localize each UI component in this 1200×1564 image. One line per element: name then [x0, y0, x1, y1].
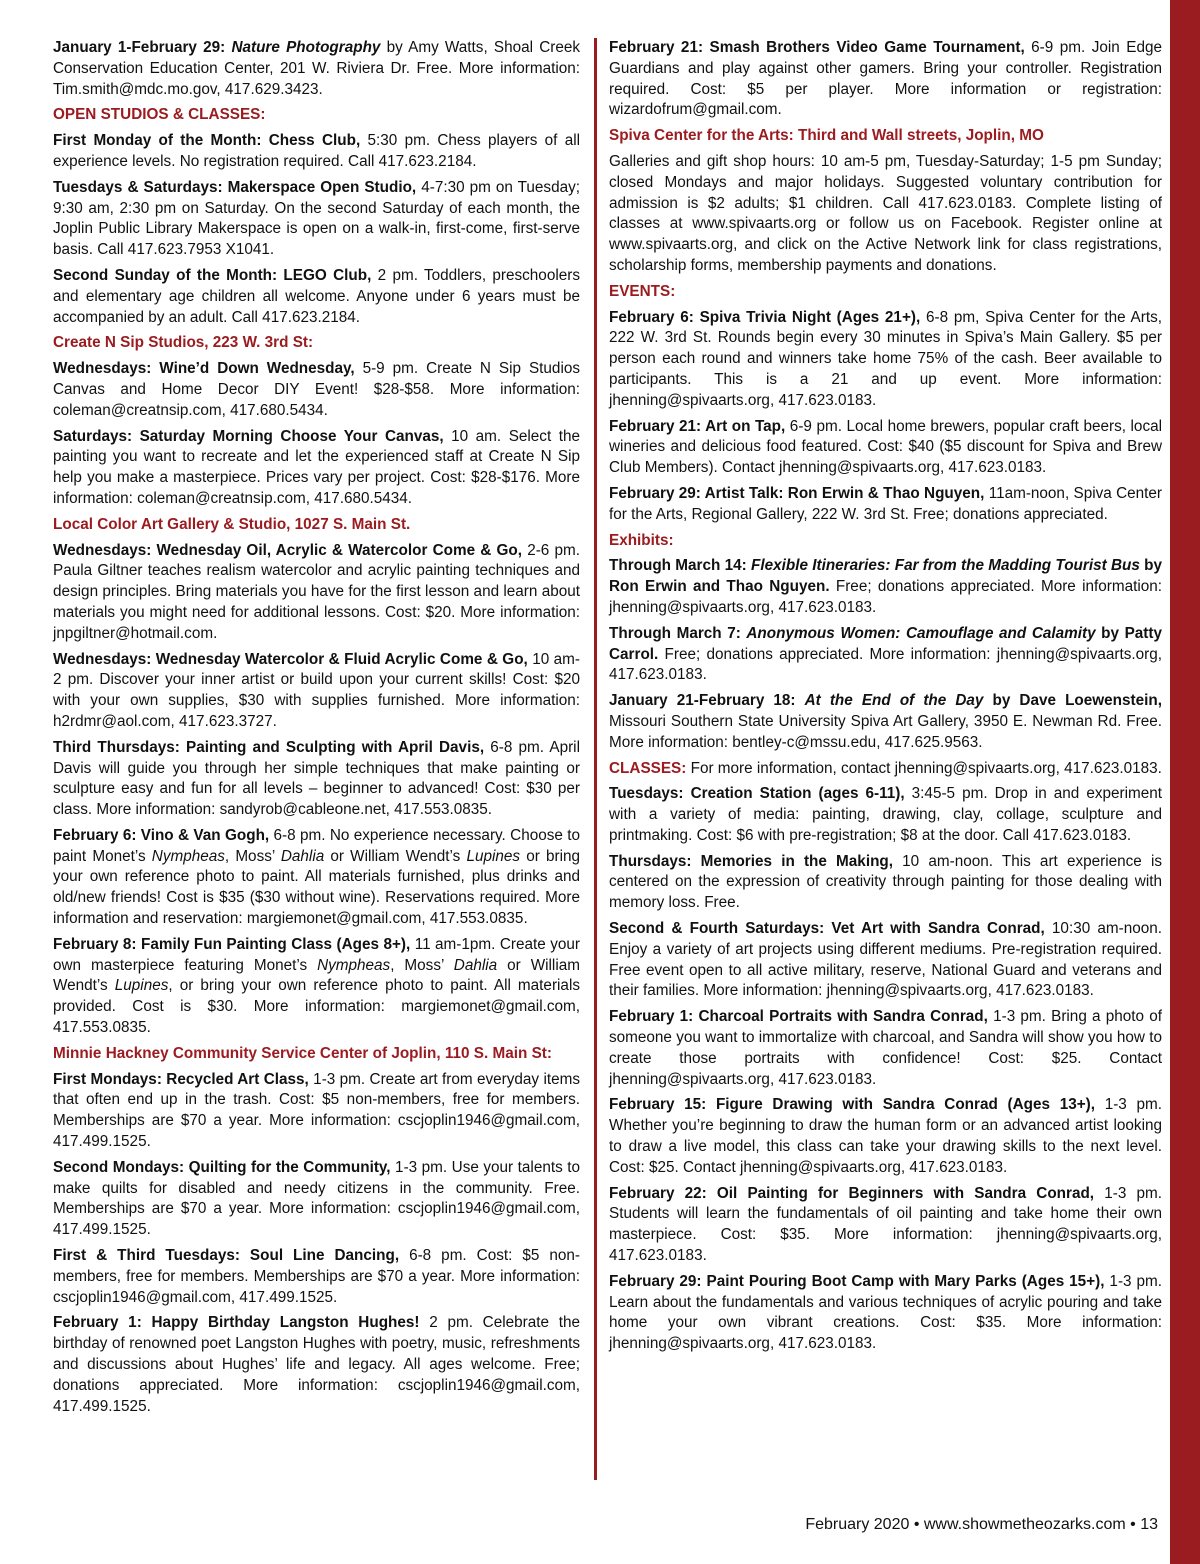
- listing-entry: [609, 1184, 1162, 1267]
- entry-text: For more information, contact jhenning@spivaarts.org, 417.623.0183.: [686, 759, 1162, 777]
- listing-entry: [53, 541, 580, 645]
- page-edge-bar: [1170, 0, 1200, 1564]
- entry-text: Nympheas: [151, 847, 225, 865]
- entry-text: February 29: Artist Talk: Ron Erwin & Thao Nguyen,: [609, 484, 985, 502]
- listing-entry: [53, 38, 580, 100]
- entry-text: 3:45-5 pm. Drop in and experiment with a variety of media: painting, drawing, clay, collage, sculpture and printmaking. Cost: $6 with pre-registration; $8 at the door. Call 417.623.0183.: [609, 785, 1162, 844]
- entry-text: 6-8 pm. Cost: $5 non-members, free for members. Memberships are $70 a year. More information: cscjoplin1946@gmail.com, 417.499.1525.: [53, 1247, 580, 1306]
- entry-text: 6-8 pm. No experience necessary. Choose to paint Monet’s: [53, 826, 580, 865]
- listing-entry: [609, 152, 1162, 277]
- listing-entry: [609, 417, 1162, 479]
- listing-entry: [53, 427, 580, 510]
- entry-text: , or bring your own reference photo to paint. All materials provided. Cost is $30. More information: margiemonet@gmail.com, 417.553.0835.: [53, 977, 580, 1037]
- entry-text: First Mondays: Recycled Art Class,: [53, 1070, 309, 1088]
- listing-entry: [53, 359, 580, 421]
- entry-text: 1-3 pm. Create art from everyday items that often end up in the trash. Cost: $5 non-members, free for members. Memberships are $70 a year. More information: cscjoplin1946@gmail.com, 417.499.1525.: [53, 1070, 580, 1151]
- entry-text: 6-9 pm. Local home brewers, popular craft beers, local wineries and delicious food featured. Cost: $40 ($5 discount for Spiva and Brew Club Members). Contact jhenning@spivaarts.org, 417.623.0183.: [609, 417, 1162, 477]
- listing-entry: [53, 178, 580, 261]
- listing-entry: [53, 1313, 580, 1417]
- entry-text: 1-3 pm. Whether you’re beginning to draw the human form or an advanced artist looking to draw a live model, this class can take your drawing skills to the next level. Cost: $25. Contact jhenning@spivaarts.org, 417.623.0183.: [609, 1096, 1162, 1176]
- listing-entry: [609, 38, 1162, 121]
- entry-text: 6-9 pm. Join Edge Guardians and play against other gamers. Bring your controller. Registration required. Cost: $5 per player. More information or registration: wizardofrum@gmail.com.: [609, 39, 1162, 119]
- entry-text: Saturdays: Saturday Morning Choose Your Canvas,: [53, 427, 444, 445]
- entry-text: CLASSES:: [609, 759, 687, 777]
- section-heading: OPEN STUDIOS & CLASSES:: [53, 106, 266, 124]
- entry-text: January 1-February 29:: [53, 39, 232, 56]
- entry-text: 6-8 pm, Spiva Center for the Arts, 222 W. 3rd St. Rounds begin every 30 minutes in Spiva’s Main Gallery. $5 per person each round and winners take home 75% of the cash. Beer available to participants. This is a 21 and up event. More information: jhenning@spivaarts.org, 417.623.0183.: [609, 308, 1162, 409]
- section-heading: Spiva Center for the Arts: Third and Wall streets, Joplin, MO: [609, 127, 1044, 145]
- entry-text: 11 am-1pm. Create your own masterpiece featuring Monet’s: [53, 935, 580, 974]
- entry-text: Through March 7:: [609, 624, 747, 642]
- listing-entry: [53, 266, 580, 328]
- entry-text: February 8: Family Fun Painting Class (Ages 8+),: [53, 935, 411, 953]
- entry-text: Nympheas: [317, 956, 391, 974]
- section-heading: Exhibits:: [609, 531, 674, 549]
- entry-text: Nature Photography: [231, 39, 381, 56]
- entry-text: Tuesdays: Creation Station (ages 6-11),: [609, 785, 905, 803]
- entry-text: 10 am-2 pm. Discover your inner artist or build upon your current skills! Cost: $20 with your own supplies, $30 with supplies furnished. More information: h2rdmr@aol.com, 417.623.3727.: [53, 650, 581, 730]
- listing-entry: [609, 691, 1162, 753]
- entry-text: 10:30 am-noon. Enjoy a variety of art projects using different mediums. Pre-registration required. Free event open to all active military, reserve, National Guard and veterans and their families. More information: jhenning@spivaarts.org, 417.623.0183.: [609, 920, 1162, 1000]
- entry-text: by Amy Watts, Shoal Creek Conservation Education Center, 201 W. Riviera Dr. Free. More information: Tim.smith@mdc.mo.gov, 417.629.3423.: [53, 39, 581, 98]
- entry-text: Wednesdays: Wine’d Down Wednesday,: [53, 360, 355, 378]
- entry-text: 10 am. Select the painting you want to recreate and let the experienced staff at Create N Sip help you make a masterpiece. Prices vary per project. Cost: $28-$176. More information: coleman@creatnsip.com, 417.680.5434.: [53, 427, 580, 507]
- entry-text: 4-7:30 pm on Tuesday; 9:30 am, 2:30 pm on Saturday. On the second Saturday of each month, the Joplin Public Library Makerspace is open on a walk-in, first-come, first-serve basis. Call 417.623.7953 X1041.: [53, 178, 580, 259]
- entry-text: January 21-February 18:: [609, 692, 805, 710]
- listing-entry: [609, 1007, 1162, 1090]
- entry-text: February 21: Art on Tap,: [609, 417, 786, 435]
- entry-text: 6-8 pm. April Davis will guide you through her simple techniques that make painting or sculpture easy and fun for all levels – beginner to advanced! Cost: $30 per class. More information: sandyrob@cableone.net, 417.553.0835.: [53, 738, 580, 819]
- listing-entry: [609, 852, 1162, 914]
- page-footer: February 2020 • www.showmetheozarks.com • 13: [805, 1516, 1158, 1533]
- entry-text: 10 am-noon. This art experience is centered on the expression of creativity through painting for those dealing with memory loss. Free.: [609, 852, 1162, 912]
- entry-text: Dahlia: [453, 956, 498, 974]
- entry-text: First & Third Tuesdays: Soul Line Dancing,: [53, 1247, 400, 1265]
- entry-text: Flexible Itineraries: Far from the Madding Tourist Bus: [751, 557, 1140, 575]
- entry-text: 1-3 pm. Bring a photo of someone you want to immortalize with charcoal, and Sandra will show you how to create those portraits with confidence! Cost: $25. Contact jhenning@spivaarts.org, 417.623.0183.: [609, 1008, 1162, 1088]
- entry-text: by Patty Carrol.: [609, 624, 1162, 663]
- entry-text: by Ron Erwin and Thao Nguyen.: [609, 557, 1162, 596]
- entry-text: Free; donations appreciated. More information: jhenning@spivaarts.org, 417.623.0183.: [609, 578, 1162, 616]
- entry-text: , Moss’: [390, 956, 454, 974]
- entry-text: 2 pm. Celebrate the birthday of renowned poet Langston Hughes with poetry, music, refreshments and discussions about Hughes’ life and legacy. All ages welcome. Free; donations appreciated. More information: cscjoplin1946@gmail.com, 417.499.1525.: [53, 1314, 580, 1415]
- entry-text: Anonymous Women: Camouflage and Calamity: [746, 624, 1096, 642]
- entry-text: 2 pm. Toddlers, preschoolers and elementary age children all welcome. Anyone under 6 years must be accompanied by an adult. Call 417.623.2184.: [53, 266, 580, 326]
- entry-text: Wednesdays: Wednesday Watercolor & Fluid Acrylic Come & Go,: [53, 650, 528, 668]
- entry-text: Lupines: [466, 847, 521, 865]
- entry-text: Thursdays: Memories in the Making,: [609, 852, 894, 870]
- entry-text: 5:30 pm. Chess players of all experience levels. No registration required. Call 417.623.2184.: [53, 132, 580, 170]
- listing-entry: [53, 738, 580, 821]
- entry-text: February 1: Happy Birthday Langston Hughes!: [53, 1314, 420, 1332]
- entry-text: Tuesdays & Saturdays: Makerspace Open Studio,: [53, 178, 417, 196]
- entry-text: Galleries and gift shop hours: 10 am-5 pm, Tuesday-Saturday; 1-5 pm Sunday; closed Mondays and major holidays. Suggested voluntary contribution for admission is $2 adults; $1 children. Call 417.623.0183. Complete listing of classes at www.spivaarts.org or follow us on Facebook. Register online at www.spivaarts.org, and click on the Active Network link for class registrations, scholarship forms, membership payments and donations.: [609, 152, 1162, 274]
- entry-text: February 21: Smash Brothers Video Game Tournament,: [609, 39, 1025, 56]
- section-heading: EVENTS:: [609, 282, 676, 300]
- entry-text: or bring your own reference photo to paint. All materials furnished, plus drinks and old/new friends! Cost is $35 ($30 without wine). Reservations required. More information and reservation: margiemonet@gmail.com, 417.553.0835.: [53, 847, 580, 928]
- entry-text: Second & Fourth Saturdays: Vet Art with Sandra Conrad,: [609, 920, 1045, 938]
- section-heading: Local Color Art Gallery & Studio, 1027 S. Main St.: [53, 515, 411, 533]
- entry-text: 11am-noon, Spiva Center for the Arts, Regional Gallery, 222 W. 3rd St. Free; donations appreciated.: [609, 484, 1163, 523]
- listing-entry: [609, 624, 1162, 686]
- listing-entry: [609, 1095, 1162, 1178]
- entry-text: Lupines: [114, 977, 169, 995]
- listing-entry: [609, 484, 1162, 526]
- entry-text: 1-3 pm. Students will learn the fundamentals of oil painting and take home their own masterpiece. Cost: $35. More information: jhenning@spivaarts.org, 417.623.0183.: [609, 1184, 1163, 1265]
- listing-entry: [53, 935, 580, 1039]
- section-heading: Create N Sip Studios, 223 W. 3rd St:: [53, 334, 314, 352]
- listing-entry: [609, 1272, 1162, 1355]
- listing-entry: [53, 1070, 580, 1153]
- entry-text: Through March 14:: [609, 557, 751, 575]
- entry-text: February 29: Paint Pouring Boot Camp with Mary Parks (Ages 15+),: [609, 1272, 1105, 1290]
- entry-text: Free; donations appreciated. More information: jhenning@spivaarts.org, 417.623.0183.: [609, 645, 1162, 684]
- entry-text: Missouri Southern State University Spiva Art Gallery, 3950 E. Newman Rd. Free. More information: bentley-c@mssu.edu, 417.625.9563.: [609, 712, 1162, 751]
- listing-entry: [609, 759, 1162, 780]
- section-heading: Minnie Hackney Community Service Center of Joplin, 110 S. Main St:: [53, 1044, 552, 1062]
- entry-text: February 6: Vino & Van Gogh,: [53, 826, 270, 844]
- listing-entry: [53, 1158, 580, 1241]
- entry-text: February 6: Spiva Trivia Night (Ages 21+),: [609, 308, 921, 326]
- listing-entry: [609, 556, 1162, 618]
- entry-text: or William Wendt’s: [324, 847, 467, 865]
- listing-entry: [53, 826, 580, 930]
- entry-text: or William Wendt’s: [53, 956, 580, 995]
- entry-text: 5-9 pm. Create N Sip Studios Canvas and Home Decor DIY Event! $28-$58. More information: coleman@creatnsip.com, 417.680.5434.: [53, 360, 580, 419]
- entry-text: February 22: Oil Painting for Beginners with Sandra Conrad,: [609, 1184, 1095, 1202]
- entry-text: Wednesdays: Wednesday Oil, Acrylic & Watercolor Come & Go,: [53, 541, 523, 559]
- entry-text: February 15: Figure Drawing with Sandra Conrad (Ages 13+),: [609, 1096, 1095, 1114]
- entry-text: First Monday of the Month: Chess Club,: [53, 132, 361, 150]
- entry-text: 2-6 pm. Paula Giltner teaches realism watercolor and acrylic painting techniques and design principles. Bring materials you have for the first lesson and learn about materials you might need for additional lessons. Cost: $20. More information: jnpgiltner@hotmail.com.: [53, 541, 580, 642]
- listing-entry: [609, 308, 1162, 412]
- right-column: [609, 38, 1162, 1360]
- left-column: [53, 38, 580, 1422]
- listing-entry: [53, 1246, 580, 1308]
- entry-text: 1-3 pm. Learn about the fundamentals and various techniques of acrylic pouring and take home your own vibrant creations. Cost: $35. More information: jhenning@spivaarts.org, 417.623.0183.: [609, 1272, 1163, 1353]
- listing-entry: [609, 919, 1162, 1002]
- entry-text: , Moss’: [224, 847, 281, 865]
- entry-text: February 1: Charcoal Portraits with Sandra Conrad,: [609, 1008, 988, 1026]
- entry-text: Third Thursdays: Painting and Sculpting with April Davis,: [53, 738, 485, 756]
- listing-entry: [609, 784, 1162, 846]
- entry-text: At the End of the Day: [804, 692, 984, 710]
- listing-entry: [53, 131, 580, 173]
- listing-entry: [53, 650, 580, 733]
- entry-text: Second Sunday of the Month: LEGO Club,: [53, 266, 372, 284]
- entry-text: Second Mondays: Quilting for the Community,: [53, 1158, 391, 1176]
- column-divider: [594, 38, 597, 1480]
- entry-text: Dahlia: [280, 847, 325, 865]
- entry-text: by Dave Loewenstein,: [983, 692, 1162, 710]
- entry-text: 1-3 pm. Use your talents to make quilts for disabled and needy citizens in the community. Free. Memberships are $70 a year. More information: cscjoplin1946@gmail.com, 417.499.1525.: [53, 1158, 580, 1239]
